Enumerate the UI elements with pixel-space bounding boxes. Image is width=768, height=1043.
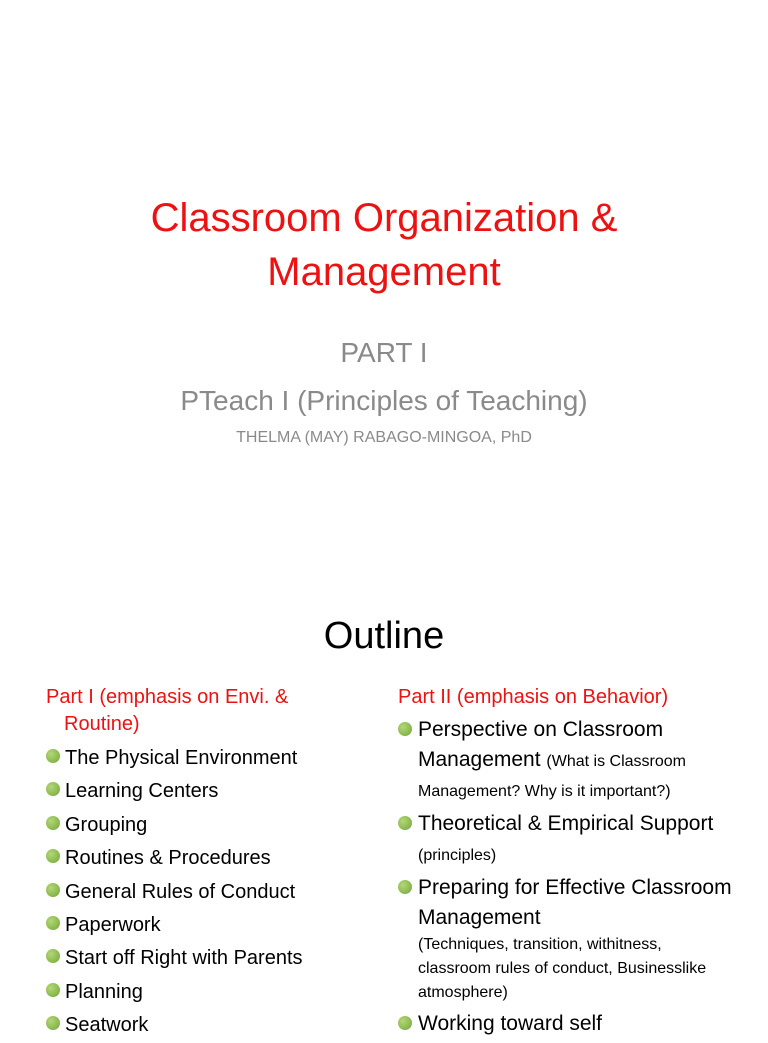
list-item [46, 1009, 366, 1042]
list-item [46, 876, 366, 909]
right-column-heading: Part II (emphasis on Behavior) [398, 686, 669, 708]
list-item [398, 1009, 738, 1039]
outline-left-column [46, 684, 366, 1043]
slide-title [0, 191, 768, 299]
green-dot-bullet-icon [398, 722, 412, 736]
subtitle-part: PART I [340, 337, 428, 368]
list-item-label: Learning Centers [65, 780, 219, 803]
list-item [46, 842, 366, 875]
list-item-label: Theoretical & Empirical Support [418, 812, 714, 835]
list-item-label: Grouping [65, 813, 148, 836]
green-dot-bullet-icon [46, 749, 60, 763]
list-item [46, 909, 366, 942]
list-item-note: (What is Classroom Management? Why is it important?) [418, 753, 686, 800]
green-dot-bullet-icon [46, 849, 60, 863]
outline-slide [0, 580, 768, 1037]
list-item [46, 976, 366, 1009]
green-dot-bullet-icon [398, 816, 412, 830]
list-item-label: Paperwork [65, 914, 161, 937]
list-item-label: General Rules of Conduct [65, 880, 296, 903]
left-column-heading [46, 684, 366, 738]
outline-right-column [398, 684, 738, 1043]
left-heading-line-1: Part I (emphasis on Envi. & [46, 686, 289, 708]
outline-title: Outline [323, 615, 445, 657]
left-heading-line-2: Routine) [64, 713, 140, 735]
list-item-label: Planning [65, 980, 143, 1003]
subtitle-course: PTeach I (Principles of Teaching) [180, 385, 588, 416]
list-item-label: Seatwork [65, 1014, 149, 1037]
list-item-label: Working toward self [418, 1012, 603, 1035]
list-item-label: Perspective on Classroom Management [418, 718, 664, 771]
green-dot-bullet-icon [46, 883, 60, 897]
slide-title-line-2: Management [267, 250, 501, 294]
list-item [46, 742, 366, 775]
slide-title-line-1: Classroom Organization & [150, 196, 618, 240]
left-outline-list [46, 742, 366, 1043]
green-dot-bullet-icon [46, 983, 60, 997]
green-dot-bullet-icon [46, 949, 60, 963]
green-dot-bullet-icon [398, 880, 412, 894]
list-item-label: Preparing for Effective Classroom Management [418, 876, 732, 929]
list-item-note: (Techniques, transition, withitness, classroom rules of conduct, Businesslike atmosphere) [418, 936, 707, 1001]
subtitle-author: THELMA (MAY) RABAGO-MINGOA, PhD [236, 429, 532, 446]
right-outline-list [398, 715, 738, 1039]
list-item [398, 873, 738, 1005]
list-item-note: (principles) [418, 847, 497, 864]
green-dot-bullet-icon [46, 816, 60, 830]
green-dot-bullet-icon [398, 1016, 412, 1030]
list-item [398, 809, 738, 869]
green-dot-bullet-icon [46, 916, 60, 930]
list-item [46, 775, 366, 808]
list-item [46, 809, 366, 842]
list-item [398, 715, 738, 805]
list-item [46, 942, 366, 975]
green-dot-bullet-icon [46, 782, 60, 796]
green-dot-bullet-icon [46, 1016, 60, 1030]
list-item-label: Start off Right with Parents [65, 947, 303, 970]
list-item-label: Routines & Procedures [65, 847, 271, 870]
list-item-label: The Physical Environment [65, 747, 298, 769]
